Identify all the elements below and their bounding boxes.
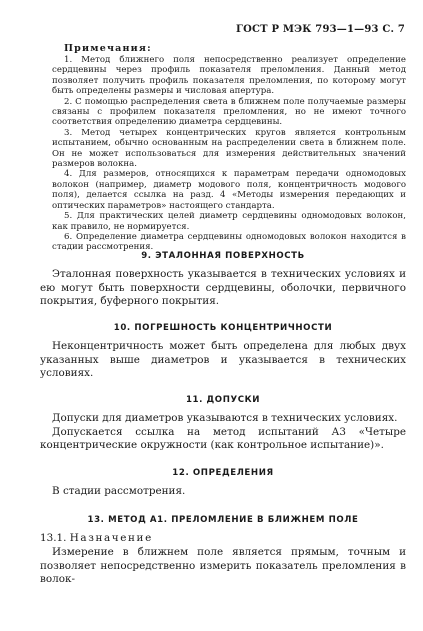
section-title-11: 11. ДОПУСКИ [185,395,261,405]
paragraph: Допускается ссылка на метод испытаний А3 «Четыре концентрические окружности (как контрольное испытание)». [40,425,406,452]
notes-block [52,55,406,253]
paragraph: В стадии рассмотрения. [52,485,186,497]
section-title-9: 9. ЭТАЛОННАЯ ПОВЕРХНОСТЬ [141,251,305,261]
note-item: 6. Определение диаметра сердцевины одномодовых волокон находится в стадии рассмотрения. [52,231,406,253]
subsection-heading [40,532,153,544]
note-item: 2. С помощью распределения света в ближнем поле получаемые размеры связаны с профилем показателя преломления, но не имеют точного соответствия определению диаметра сердцевины. [52,96,406,128]
notes-title: Примечания: [64,43,152,54]
note-item: 4. Для размеров, относящихся к параметрам передачи одномодовых волокон (например, диаметр модового поля, концентричность модового поля), делается ссылка на разд. 4 «Методы измерения передающих и оптических параметров» настоящего стандарта. [52,169,406,211]
section-body-12 [40,485,406,499]
page-header: ГОСТ Р МЭК 793—1—93 С. 7 [235,24,405,35]
subsection-title: Назначение [69,532,153,544]
paragraph: Неконцентричность может быть определена для любых двух указанных выше диаметров и указывается в технических условиях. [40,340,406,380]
section-body-10 [40,340,406,381]
section-title-13: 13. МЕТОД А1. ПРЕЛОМЛЕНИЕ В БЛИЖНЕМ ПОЛЕ [87,515,359,525]
section-body-9 [40,268,406,309]
paragraph: Эталонная поверхность указывается в технических условиях и ею могут быть поверхности сердцевины, оболочки, первичного покрытия, буферного покрытия. [40,268,406,308]
note-item: 5. Для практических целей диаметр сердцевины одномодовых волокон, как правило, не нормируется. [52,211,406,232]
paragraph: Измерение в ближнем поле является прямым, точным и позволяет непосредственно измерить показатель преломления в волок- [40,546,406,586]
subsection-body [40,546,406,587]
section-title-12: 12. ОПРЕДЕЛЕНИЯ [172,468,274,478]
note-item: 3. Метод четырех концентрических кругов является контрольным испытанием, обычно основанным на распределении света в ближнем поле. Он не может использоваться для измерения действительных значений размеров волокна. [52,127,406,170]
paragraph: Допуски для диаметров указываются в технических условиях. [52,412,398,424]
note-item: 1. Метод ближнего поля непосредственно реализует определение сердцевины через профиль показателя преломления. Данный метод позволяет получить профиль показателя преломления, по которому могут быть определены размеры и числовая апертура. [52,55,406,97]
section-title-10: 10. ПОГРЕШНОСТЬ КОНЦЕНТРИЧНОСТИ [113,323,333,333]
subsection-number: 13.1. [40,532,67,544]
section-body-11 [40,412,406,453]
